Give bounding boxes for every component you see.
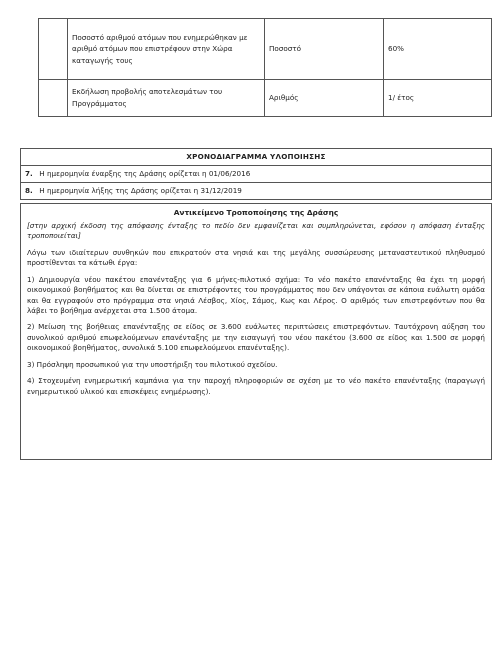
table-row bbox=[21, 183, 492, 200]
timeline-item-text: Η ημερομηνία έναρξης της Δράσης ορίζεται η 01/06/2016 bbox=[39, 169, 251, 179]
timeline-title: ΧΡΟΝΟΔΙΑΓΡΑΜΜΑ ΥΛΟΠΟΙΗΣΗΣ bbox=[21, 149, 492, 166]
indicator-target: 60% bbox=[384, 19, 492, 80]
indicator-target: 1/ έτος bbox=[384, 80, 492, 117]
timeline-item-text: Η ημερομηνία λήξης της Δράσης ορίζεται η 31/12/2019 bbox=[39, 186, 242, 196]
indicator-unit: Ποσοστό bbox=[265, 19, 384, 80]
table-row bbox=[21, 166, 492, 183]
modification-point: 2) Μείωση της βοήθειας επανένταξης σε είδος σε 3.600 ευάλωτες περιπτώσεις επιστρεφόντων. Ταυτόχρονη αύξηση του συνολικού αριθμού επωφελούμενων επανένταξης με την εισαγωγή του νέου πακέτου (3.600 σε είδος και 1.500 σε μορφή οικονομικού βοηθήματος, συνολικά 5.100 επωφελούμενοι επανένταξης). bbox=[27, 322, 485, 353]
row-number-cell bbox=[39, 80, 68, 117]
timeline-item-number: 8. bbox=[25, 186, 33, 196]
modification-title: Αντικείμενο Τροποποίησης της Δράσης bbox=[173, 208, 339, 217]
timeline-item bbox=[21, 166, 492, 183]
indicator-unit: Αριθμός bbox=[265, 80, 384, 117]
modification-point: 4) Στοχευμένη ενημερωτική καμπάνια για την παροχή πληροφοριών σε σχέση με το νέο πακέτο επανένταξης (παραγωγή ενημερωτικού υλικού και επισκέψεις ενημέρωσης). bbox=[27, 376, 485, 396]
indicators-table bbox=[38, 18, 492, 117]
table-row bbox=[39, 80, 492, 117]
indicator-description: Εκδήλωση προβολής αποτελεσμάτων του Προγράμματος bbox=[68, 80, 265, 117]
modification-intro: Λόγω των ιδιαίτερων συνθηκών που επικρατούν στα νησιά και της μεγάλης συσσώρευσης μεταναστευτικού πληθυσμού προστίθενται τα κάτωθι έργα: bbox=[27, 247, 485, 268]
modification-section bbox=[20, 203, 492, 460]
modification-point: 3) Πρόσληψη προσωπικού για την υποστήριξη του πιλοτικού σχεδίου. bbox=[27, 359, 278, 369]
indicator-description: Ποσοστό αριθμού ατόμων που ενημερώθηκαν με αριθμό ατόμων που επιστρέφουν στην Χώρα καταγωγής τους bbox=[68, 19, 265, 80]
timeline-table bbox=[20, 148, 492, 200]
modification-note: [στην αρχική έκδοση της απόφασης ένταξης το πεδίο δεν εμφανίζεται και συμπληρώνεται, εφόσον η απόφαση ένταξης τροποποιείται] bbox=[27, 220, 485, 241]
table-row bbox=[39, 19, 492, 80]
row-number-cell bbox=[39, 19, 68, 80]
timeline-header-row bbox=[21, 149, 492, 166]
modification-point: 1) Δημιουργία νέου πακέτου επανένταξης για 6 μήνες-πιλοτικό σχήμα: Το νέο πακέτο επανένταξης θα έχει τη μορφή οικονομικού βοηθήματος και θα δίνεται σε επιστρέφοντες του προγράμματος που δεν υπάγονται σε κάποια ευάλωτη ομάδα και θα εγγραφούν στο πρόγραμμα στα νησιά Λέσβος, Χίος, Σάμος, Κως και Λέρος. Ο αριθμός των επιστρεφόντων που θα λάβει το βοήθημα ανέρχεται στα 1.500 άτομα. bbox=[27, 274, 485, 316]
timeline-item-number: 7. bbox=[25, 169, 33, 179]
timeline-item bbox=[21, 183, 492, 200]
